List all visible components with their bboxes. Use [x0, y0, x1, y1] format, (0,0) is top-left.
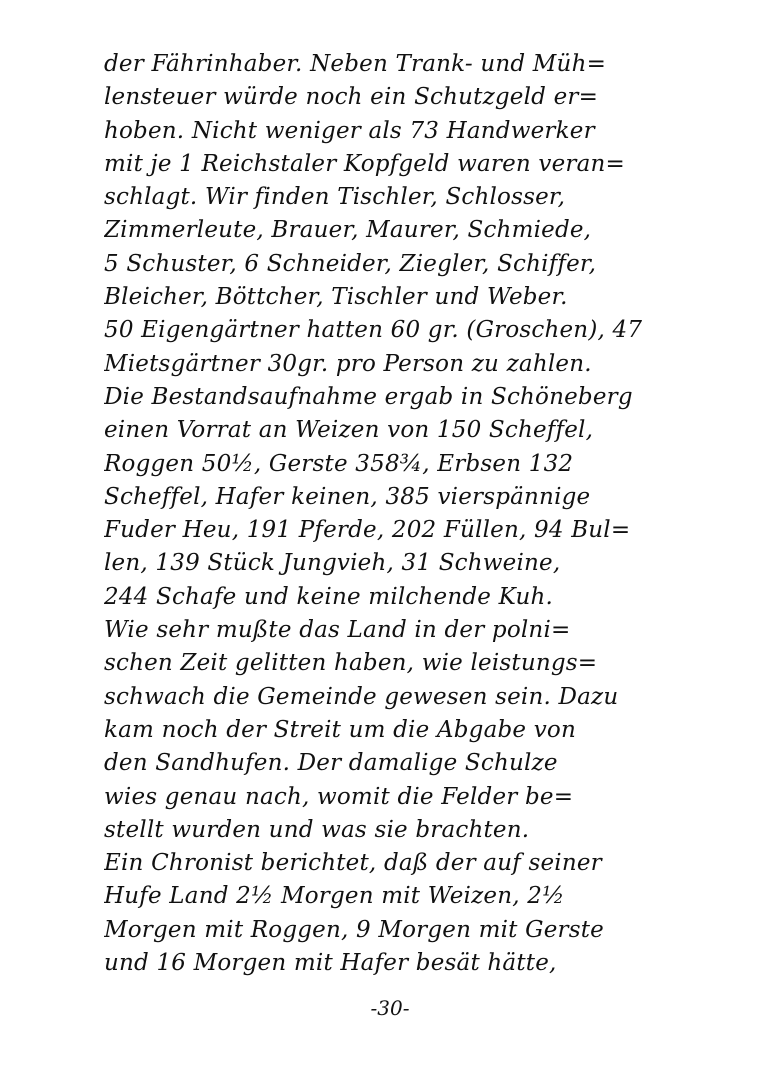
text-line: 244 Schafe und keine milchende Kuh. — [104, 583, 554, 610]
text-line: lensteuer würde noch ein Schutzgeld er= — [104, 84, 599, 111]
text-line: wies genau nach, womit die Felder be= — [104, 783, 574, 810]
text-line: Bleicher, Böttcher, Tischler und Weber. — [104, 284, 568, 311]
text-line: schwach die Gemeinde gewesen sein. Dazu — [104, 683, 619, 710]
text-line: Scheffel, Hafer keinen, 385 vierspännige — [104, 483, 591, 510]
text-line: und 16 Morgen mit Hafer besät hätte, — [104, 950, 557, 977]
text-line: Mietsgärtner 30gr. pro Person zu zahlen. — [104, 350, 592, 377]
text-line: 5 Schuster, 6 Schneider, Ziegler, Schiffer, — [104, 250, 597, 277]
text-line: der Fährinhaber. Neben Trank- und Müh= — [104, 51, 607, 77]
text-line: Fuder Heu, 191 Pferde, 202 Füllen, 94 Bul= — [104, 517, 631, 544]
text-line: Hufe Land 2½ Morgen mit Weizen, 2½ — [104, 883, 565, 910]
text-line: stellt wurden und was sie brachten. — [104, 816, 530, 843]
text-line: kam noch der Streit um die Abgabe von — [104, 716, 576, 743]
text-line: Ein Chronist berichtet, daß der auf seiner — [104, 850, 602, 877]
text-line: Wie sehr mußte das Land in der polni= — [104, 617, 571, 644]
text-line: den Sandhufen. Der damalige Schulze — [104, 750, 558, 777]
text-line: einen Vorrat an Weizen von 150 Scheffel, — [104, 417, 594, 444]
text-line: Die Bestandsaufnahme ergab in Schöneberg — [104, 383, 633, 410]
text-line: mit je 1 Reichstaler Kopfgeld waren veran= — [104, 150, 626, 177]
text-line: Roggen 50½, Gerste 358¾, Erbsen 132 — [104, 450, 574, 477]
page-number: -30- — [370, 996, 410, 1020]
text-line: schen Zeit gelitten haben, wie leistungs= — [104, 650, 598, 677]
text-line: len, 139 Stück Jungvieh, 31 Schweine, — [104, 550, 561, 577]
text-line: 50 Eigengärtner hatten 60 gr. (Groschen), 47 — [104, 317, 643, 344]
text-line: hoben. Nicht weniger als 73 Handwerker — [104, 117, 595, 144]
text-line: schlagt. Wir finden Tischler, Schlosser, — [104, 184, 566, 211]
handwritten-text-block — [104, 48, 744, 980]
text-line: Morgen mit Roggen, 9 Morgen mit Gerste — [104, 916, 604, 943]
text-line: Zimmerleute, Brauer, Maurer, Schmiede, — [104, 217, 592, 244]
